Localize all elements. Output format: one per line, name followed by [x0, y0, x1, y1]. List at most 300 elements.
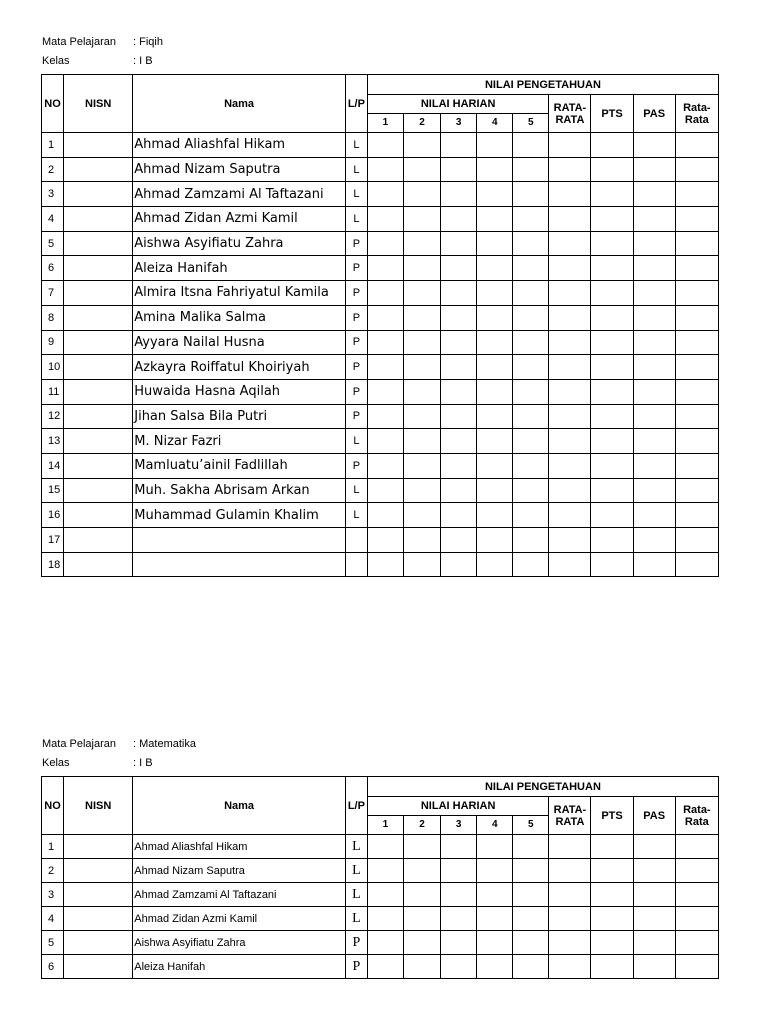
score-cell: [404, 859, 441, 883]
score-cell: [404, 404, 441, 429]
score-cell: [477, 528, 513, 553]
score-cell: [367, 883, 403, 907]
score-cell: [513, 835, 549, 859]
score-cell: [477, 429, 513, 454]
matematika-grade-table: [41, 776, 719, 979]
gender-cell: P: [345, 355, 367, 380]
header-rata-rata-2: Rata-Rata: [675, 797, 718, 835]
row-number: 9: [42, 330, 64, 355]
gender-cell: P: [345, 231, 367, 256]
student-name: Amina Malika Salma: [133, 305, 346, 330]
score-cell: [404, 305, 441, 330]
gender-cell: P: [345, 955, 367, 979]
score-cell: [513, 931, 549, 955]
score-cell: [675, 305, 718, 330]
score-cell: [441, 281, 477, 306]
score-cell: [633, 182, 675, 207]
header-rata-rata-2: Rata-Rata: [675, 95, 718, 133]
score-cell: [441, 404, 477, 429]
table-row: [42, 182, 719, 207]
score-cell: [549, 835, 591, 859]
kelas-label: Kelas: [42, 757, 70, 769]
score-cell: [477, 207, 513, 232]
score-cell: [591, 281, 633, 306]
score-cell: [441, 231, 477, 256]
nisn-cell: [64, 429, 133, 454]
score-cell: [633, 883, 675, 907]
score-cell: [477, 157, 513, 182]
table-row: [42, 859, 719, 883]
header-harian-2: 2: [404, 816, 441, 835]
score-cell: [404, 355, 441, 380]
score-cell: [441, 907, 477, 931]
score-cell: [633, 379, 675, 404]
header-lp: L/P: [345, 777, 367, 835]
score-cell: [549, 883, 591, 907]
score-cell: [404, 133, 441, 158]
score-cell: [404, 835, 441, 859]
score-cell: [633, 281, 675, 306]
header-lp: L/P: [345, 75, 367, 133]
student-name: M. Nizar Fazri: [133, 429, 346, 454]
score-cell: [404, 281, 441, 306]
mapel-value: : Fiqih: [133, 36, 163, 48]
score-cell: [367, 528, 403, 553]
score-cell: [591, 231, 633, 256]
nisn-cell: [64, 528, 133, 553]
header-nilai-harian: NILAI HARIAN: [367, 797, 548, 816]
score-cell: [367, 256, 403, 281]
score-cell: [367, 330, 403, 355]
score-cell: [675, 907, 718, 931]
score-cell: [441, 453, 477, 478]
score-cell: [477, 552, 513, 577]
student-name: Muh. Sakha Abrisam Arkan: [133, 478, 346, 503]
header-harian-5: 5: [513, 816, 549, 835]
score-cell: [513, 404, 549, 429]
score-cell: [675, 859, 718, 883]
score-cell: [367, 404, 403, 429]
table-row: [42, 379, 719, 404]
row-number: 3: [42, 883, 64, 907]
header-rata-rata: RATA-RATA: [549, 95, 591, 133]
score-cell: [441, 429, 477, 454]
table-row: [42, 133, 719, 158]
mapel-value: : Matematika: [133, 738, 196, 750]
table-row: [42, 835, 719, 859]
student-name: Ahmad Zamzami Al Taftazani: [133, 883, 346, 907]
score-cell: [549, 478, 591, 503]
score-cell: [513, 429, 549, 454]
score-cell: [675, 133, 718, 158]
score-cell: [549, 256, 591, 281]
table-row: [42, 404, 719, 429]
fiqih-grade-table: [41, 74, 719, 577]
score-cell: [549, 404, 591, 429]
nisn-cell: [64, 478, 133, 503]
header-no: NO: [42, 777, 64, 835]
score-cell: [549, 931, 591, 955]
score-cell: [477, 133, 513, 158]
score-cell: [477, 182, 513, 207]
score-cell: [441, 182, 477, 207]
score-cell: [367, 182, 403, 207]
score-cell: [441, 883, 477, 907]
score-cell: [441, 207, 477, 232]
row-number: 11: [42, 379, 64, 404]
score-cell: [477, 955, 513, 979]
score-cell: [591, 404, 633, 429]
score-cell: [404, 231, 441, 256]
score-cell: [591, 379, 633, 404]
score-cell: [633, 835, 675, 859]
score-cell: [675, 955, 718, 979]
score-cell: [591, 182, 633, 207]
score-cell: [513, 453, 549, 478]
score-cell: [633, 256, 675, 281]
nisn-cell: [64, 955, 133, 979]
nisn-cell: [64, 256, 133, 281]
score-cell: [477, 931, 513, 955]
score-cell: [633, 231, 675, 256]
gender-cell: L: [345, 907, 367, 931]
score-cell: [591, 528, 633, 553]
student-name: Ahmad Aliashfal Hikam: [133, 133, 346, 158]
row-number: 10: [42, 355, 64, 380]
score-cell: [513, 552, 549, 577]
score-cell: [441, 330, 477, 355]
score-cell: [477, 478, 513, 503]
score-cell: [675, 931, 718, 955]
table-row: [42, 157, 719, 182]
row-number: 4: [42, 207, 64, 232]
score-cell: [513, 157, 549, 182]
score-cell: [477, 355, 513, 380]
score-cell: [404, 429, 441, 454]
score-cell: [675, 552, 718, 577]
score-cell: [513, 379, 549, 404]
score-cell: [441, 552, 477, 577]
header-rata-rata: RATA-RATA: [549, 797, 591, 835]
score-cell: [404, 907, 441, 931]
score-cell: [477, 503, 513, 528]
score-cell: [404, 528, 441, 553]
score-cell: [549, 207, 591, 232]
score-cell: [404, 379, 441, 404]
header-pas: PAS: [633, 95, 675, 133]
score-cell: [441, 157, 477, 182]
score-cell: [367, 379, 403, 404]
student-name: Muhammad Gulamin Khalim: [133, 503, 346, 528]
score-cell: [441, 305, 477, 330]
score-cell: [367, 907, 403, 931]
score-cell: [591, 157, 633, 182]
gender-cell: P: [345, 330, 367, 355]
score-cell: [675, 883, 718, 907]
score-cell: [633, 859, 675, 883]
score-cell: [404, 256, 441, 281]
nisn-cell: [64, 859, 133, 883]
row-number: 6: [42, 955, 64, 979]
table-row: [42, 231, 719, 256]
header-no: NO: [42, 75, 64, 133]
score-cell: [477, 404, 513, 429]
score-cell: [513, 503, 549, 528]
table-row: [42, 207, 719, 232]
nisn-cell: [64, 404, 133, 429]
nisn-cell: [64, 907, 133, 931]
score-cell: [633, 404, 675, 429]
gender-cell: L: [345, 503, 367, 528]
score-cell: [367, 478, 403, 503]
score-cell: [591, 133, 633, 158]
score-cell: [404, 955, 441, 979]
student-name: Aleiza Hanifah: [133, 256, 346, 281]
student-name: Ahmad Nizam Saputra: [133, 157, 346, 182]
score-cell: [549, 453, 591, 478]
row-number: 17: [42, 528, 64, 553]
nisn-cell: [64, 883, 133, 907]
nisn-cell: [64, 453, 133, 478]
gender-cell: L: [345, 883, 367, 907]
score-cell: [441, 133, 477, 158]
table-row: [42, 453, 719, 478]
nisn-cell: [64, 379, 133, 404]
row-number: 3: [42, 182, 64, 207]
table-row: [42, 478, 719, 503]
score-cell: [549, 330, 591, 355]
table-row: [42, 503, 719, 528]
score-cell: [441, 835, 477, 859]
score-cell: [477, 835, 513, 859]
table-row: [42, 256, 719, 281]
score-cell: [513, 305, 549, 330]
score-cell: [441, 478, 477, 503]
score-cell: [404, 503, 441, 528]
score-cell: [633, 907, 675, 931]
score-cell: [675, 281, 718, 306]
gender-cell: L: [345, 835, 367, 859]
score-cell: [675, 835, 718, 859]
score-cell: [549, 955, 591, 979]
score-cell: [441, 379, 477, 404]
gender-cell: L: [345, 157, 367, 182]
student-name: Aleiza Hanifah: [133, 955, 346, 979]
score-cell: [477, 330, 513, 355]
score-cell: [591, 503, 633, 528]
header-pts: PTS: [591, 95, 633, 133]
score-cell: [633, 503, 675, 528]
score-cell: [513, 883, 549, 907]
score-cell: [591, 835, 633, 859]
header-harian-1: 1: [367, 816, 403, 835]
score-cell: [441, 256, 477, 281]
row-number: 13: [42, 429, 64, 454]
score-cell: [549, 157, 591, 182]
score-cell: [367, 429, 403, 454]
score-cell: [675, 231, 718, 256]
row-number: 7: [42, 281, 64, 306]
score-cell: [513, 955, 549, 979]
score-cell: [591, 883, 633, 907]
gender-cell: P: [345, 305, 367, 330]
score-cell: [591, 305, 633, 330]
gender-cell: L: [345, 429, 367, 454]
mapel-label: Mata Pelajaran: [42, 738, 116, 750]
table-row: [42, 552, 719, 577]
table-row: [42, 883, 719, 907]
score-cell: [675, 404, 718, 429]
score-cell: [633, 478, 675, 503]
score-cell: [367, 305, 403, 330]
nisn-cell: [64, 157, 133, 182]
score-cell: [513, 355, 549, 380]
score-cell: [367, 835, 403, 859]
table-row: [42, 281, 719, 306]
score-cell: [633, 305, 675, 330]
score-cell: [477, 883, 513, 907]
score-cell: [675, 157, 718, 182]
student-name: Ahmad Zidan Azmi Kamil: [133, 907, 346, 931]
score-cell: [404, 478, 441, 503]
score-cell: [549, 182, 591, 207]
header-nilai-pengetahuan: NILAI PENGETAHUAN: [367, 777, 718, 797]
score-cell: [477, 453, 513, 478]
mapel-label: Mata Pelajaran: [42, 36, 116, 48]
score-cell: [513, 330, 549, 355]
score-cell: [549, 907, 591, 931]
row-number: 12: [42, 404, 64, 429]
header-nisn: NISN: [64, 777, 133, 835]
score-cell: [591, 453, 633, 478]
student-name: Ahmad Nizam Saputra: [133, 859, 346, 883]
score-cell: [404, 931, 441, 955]
score-cell: [591, 478, 633, 503]
score-cell: [549, 503, 591, 528]
table-row: [42, 955, 719, 979]
nisn-cell: [64, 355, 133, 380]
score-cell: [633, 207, 675, 232]
row-number: 1: [42, 835, 64, 859]
score-cell: [549, 859, 591, 883]
row-number: 6: [42, 256, 64, 281]
score-cell: [675, 207, 718, 232]
score-cell: [591, 207, 633, 232]
gender-cell: L: [345, 859, 367, 883]
score-cell: [549, 305, 591, 330]
score-cell: [549, 429, 591, 454]
nisn-cell: [64, 133, 133, 158]
header-harian-4: 4: [477, 114, 513, 133]
score-cell: [441, 528, 477, 553]
score-cell: [591, 931, 633, 955]
score-cell: [633, 453, 675, 478]
score-cell: [367, 231, 403, 256]
score-cell: [591, 256, 633, 281]
fiqih-meta: [41, 36, 719, 74]
score-cell: [441, 931, 477, 955]
kelas-label: Kelas: [42, 55, 70, 67]
score-cell: [591, 955, 633, 979]
score-cell: [513, 478, 549, 503]
score-cell: [477, 859, 513, 883]
nisn-cell: [64, 330, 133, 355]
nisn-cell: [64, 503, 133, 528]
nisn-cell: [64, 835, 133, 859]
score-cell: [591, 355, 633, 380]
header-nisn: NISN: [64, 75, 133, 133]
score-cell: [591, 907, 633, 931]
table-row: [42, 330, 719, 355]
kelas-value: : I B: [133, 757, 153, 769]
gender-cell: P: [345, 404, 367, 429]
score-cell: [513, 281, 549, 306]
score-cell: [513, 207, 549, 232]
score-cell: [441, 503, 477, 528]
score-cell: [513, 256, 549, 281]
score-cell: [675, 503, 718, 528]
gender-cell: [345, 552, 367, 577]
header-nilai-pengetahuan: NILAI PENGETAHUAN: [367, 75, 718, 95]
kelas-value: : I B: [133, 55, 153, 67]
nisn-cell: [64, 231, 133, 256]
score-cell: [404, 883, 441, 907]
score-cell: [477, 907, 513, 931]
score-cell: [675, 478, 718, 503]
score-cell: [367, 503, 403, 528]
student-name: Aishwa Asyifiatu Zahra: [133, 231, 346, 256]
score-cell: [441, 859, 477, 883]
student-name: Jihan Salsa Bila Putri: [133, 404, 346, 429]
header-pas: PAS: [633, 797, 675, 835]
score-cell: [513, 528, 549, 553]
row-number: 5: [42, 231, 64, 256]
table-row: [42, 355, 719, 380]
gender-cell: P: [345, 379, 367, 404]
score-cell: [549, 281, 591, 306]
gender-cell: P: [345, 256, 367, 281]
student-name: Almira Itsna Fahriyatul Kamila: [133, 281, 346, 306]
header-pts: PTS: [591, 797, 633, 835]
table-row: [42, 907, 719, 931]
gender-cell: L: [345, 478, 367, 503]
score-cell: [633, 133, 675, 158]
header-harian-5: 5: [513, 114, 549, 133]
table-row: [42, 528, 719, 553]
row-number: 1: [42, 133, 64, 158]
nisn-cell: [64, 281, 133, 306]
gender-cell: [345, 528, 367, 553]
score-cell: [513, 182, 549, 207]
score-cell: [367, 355, 403, 380]
row-number: 4: [42, 907, 64, 931]
score-cell: [367, 859, 403, 883]
score-cell: [675, 182, 718, 207]
score-cell: [549, 133, 591, 158]
fiqih-section: [41, 36, 719, 577]
row-number: 14: [42, 453, 64, 478]
score-cell: [513, 859, 549, 883]
score-cell: [367, 931, 403, 955]
header-harian-4: 4: [477, 816, 513, 835]
score-cell: [675, 379, 718, 404]
score-cell: [633, 528, 675, 553]
nisn-cell: [64, 552, 133, 577]
score-cell: [549, 552, 591, 577]
score-cell: [549, 528, 591, 553]
score-cell: [549, 355, 591, 380]
student-name: [133, 552, 346, 577]
